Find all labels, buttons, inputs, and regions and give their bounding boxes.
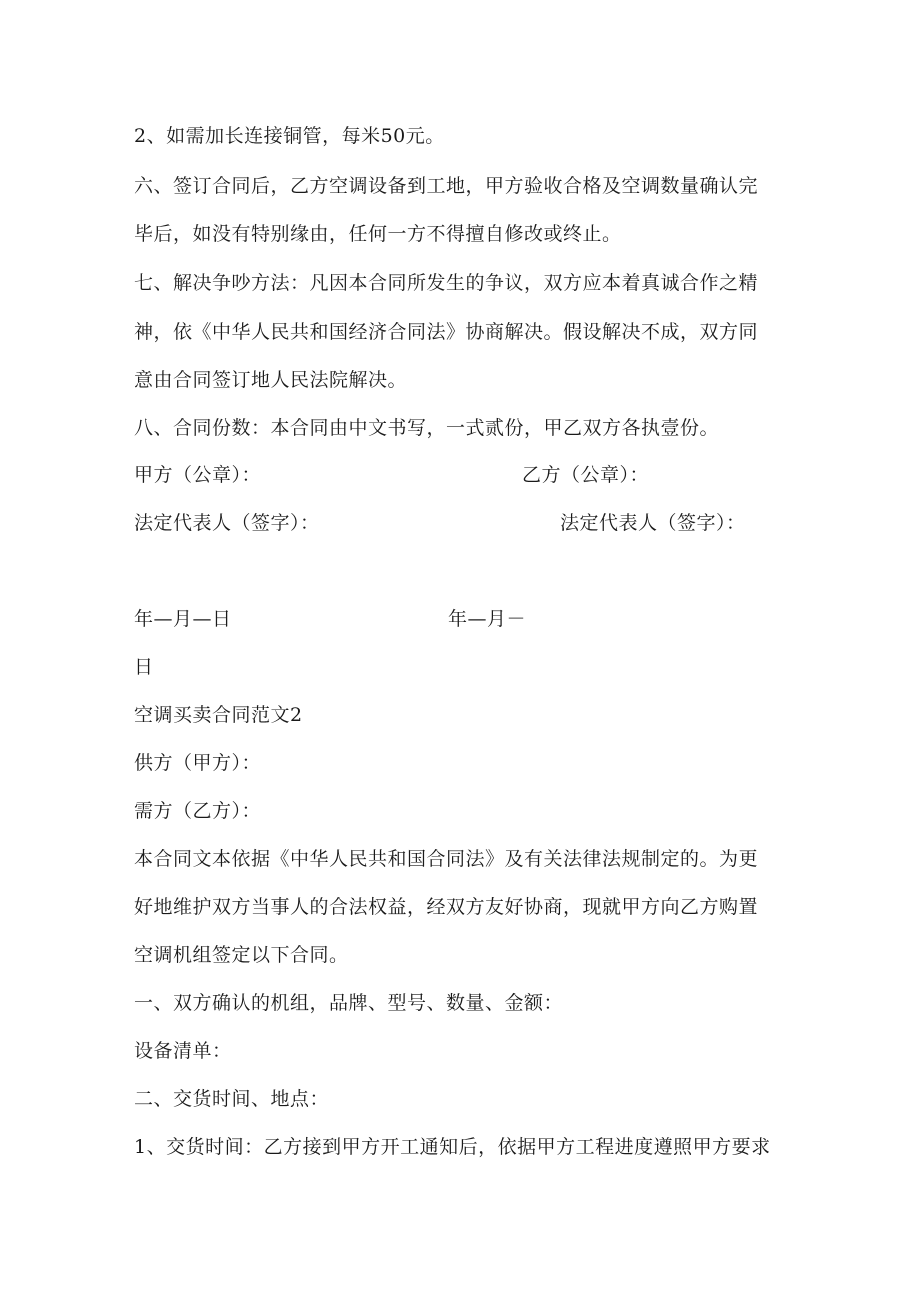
party-a-date: 年—月—日	[134, 608, 232, 630]
text-line: 2、如需加长连接铜管，每米50元。	[134, 125, 445, 147]
intro-line: 本合同文本依据《中华人民共和国合同法》及有关法律法规制定的。为更	[134, 848, 759, 870]
party-b-date: 年—月－	[448, 608, 527, 630]
equipment-list-label: 设备清单：	[134, 1040, 232, 1062]
clause-1: 一、双方确认的机组，品牌、型号、数量、金额：	[134, 992, 564, 1014]
intro-line: 好地维护双方当事人的合法权益，经双方友好协商，现就甲方向乙方购置	[134, 896, 759, 918]
text-line: 神，依《中华人民共和国经济合同法》协商解决。假设解决不成，双方同	[134, 321, 759, 343]
clause-2-1: 1、交货时间：乙方接到甲方开工通知后，依据甲方工程进度遵照甲方要求	[134, 1136, 771, 1158]
text-line: 七、解决争吵方法：凡因本合同所发生的争议，双方应本着真诚合作之精	[134, 272, 759, 294]
intro-line: 空调机组签定以下合同。	[134, 944, 349, 966]
contract-title: 空调买卖合同范文2	[134, 704, 303, 726]
text-line: 毕后，如没有特别缘由，任何一方不得擅自修改或终止。	[134, 223, 622, 245]
party-b-seal-label: 乙方（公章）：	[522, 464, 650, 486]
party-b-rep-label: 法定代表人（签字）：	[560, 512, 746, 534]
supplier-label: 供方（甲方）：	[134, 752, 262, 774]
party-b-date-continued: 日	[134, 656, 154, 678]
text-line: 意由合同签订地人民法院解决。	[134, 369, 408, 391]
text-line: 八、合同份数：本合同由中文书写，一式贰份，甲乙双方各执壹份。	[134, 417, 720, 439]
party-a-seal-label: 甲方（公章）：	[134, 464, 262, 486]
buyer-label: 需方（乙方）：	[134, 800, 262, 822]
clause-2: 二、交货时间、地点：	[134, 1088, 330, 1110]
party-a-rep-label: 法定代表人（签字）：	[134, 512, 320, 534]
text-line: 六、签订合同后，乙方空调设备到工地，甲方验收合格及空调数量确认完	[134, 175, 759, 197]
